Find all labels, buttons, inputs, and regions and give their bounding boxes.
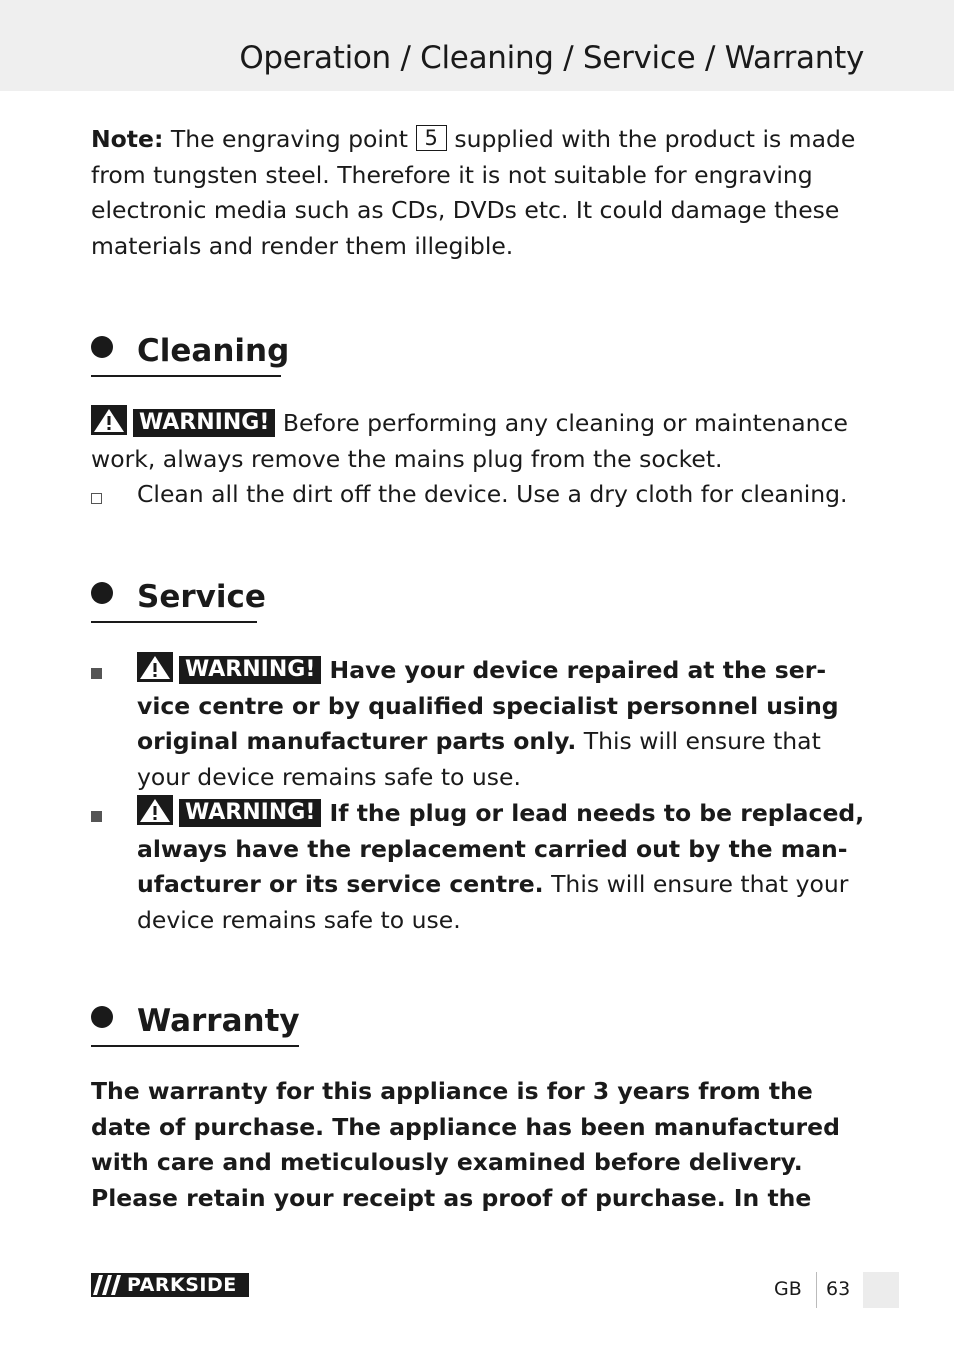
warning-triangle-icon [91,405,127,435]
warning-label: WARNING! [133,409,275,437]
cleaning-warning-paragraph [91,405,871,477]
page-tab [863,1272,899,1308]
checkbox-bullet-icon [91,493,102,504]
parkside-logo [91,1273,249,1297]
bullet-dot-icon [91,336,113,358]
warranty-paragraph: The warranty for this appliance is for 3 years from the date of purchase. The appliance has been manufactured with care and meticulously examined before delivery. Please retain your receipt as proof of purchase. In the [91,1077,840,1212]
language-code: GB [774,1278,802,1300]
bullet-dot-icon [91,1006,113,1028]
note-text-after: supplied with the product is made from tungsten steel. Therefore it is not suitable for engraving electronic media such as CDs, DVDs etc. It could damage these materials and render them illegible. [91,125,856,260]
warning-label: WARNING! [179,656,321,684]
service-heading [91,577,266,623]
service-list [91,652,871,938]
cleaning-list [91,477,871,513]
service-item-bold-text: Have your device repaired at the ser-vice centre or by qualified specialist personnel using original manufacturer parts only. [137,656,839,755]
list-item [91,652,871,795]
footer-divider [816,1272,817,1308]
note-paragraph [91,122,871,264]
service-item-text: This will ensure that your device remains safe to use. [137,870,849,934]
service-item-bold-text: If the plug or lead needs to be replaced, always have the replacement carried out by the man-ufacturer or its service centre. [137,799,865,898]
warranty-heading [91,1001,299,1047]
warning-label: WARNING! [179,799,321,827]
service-heading-text: Service [137,579,266,615]
service-item-text: This will ensure that your device remains safe to use. [137,727,821,791]
note-label: Note: [91,125,164,153]
warning-triangle-icon [137,652,173,682]
note-text-before: The engraving point [163,125,416,153]
square-bullet-icon [91,668,102,679]
bullet-dot-icon [91,582,113,604]
brand-name: PARKSIDE [127,1274,237,1296]
warning-triangle-icon [137,795,173,825]
square-bullet-icon [91,811,102,822]
part-reference-box: 5 [416,125,447,151]
page-number: 63 [826,1278,851,1300]
header-title: Operation / Cleaning / Service / Warranty [239,40,864,76]
list-item [91,477,871,513]
warranty-heading-text: Warranty [137,1003,300,1039]
logo-stripes-icon [93,1275,123,1295]
page-header [0,0,954,91]
cleaning-warning-text: Before performing any cleaning or maintenance work, always remove the mains plug from the socket. [91,409,848,473]
cleaning-heading [91,331,290,377]
list-item [91,795,871,938]
list-item-text: Clean all the dirt off the device. Use a dry cloth for cleaning. [137,480,848,508]
cleaning-heading-text: Cleaning [137,333,290,369]
